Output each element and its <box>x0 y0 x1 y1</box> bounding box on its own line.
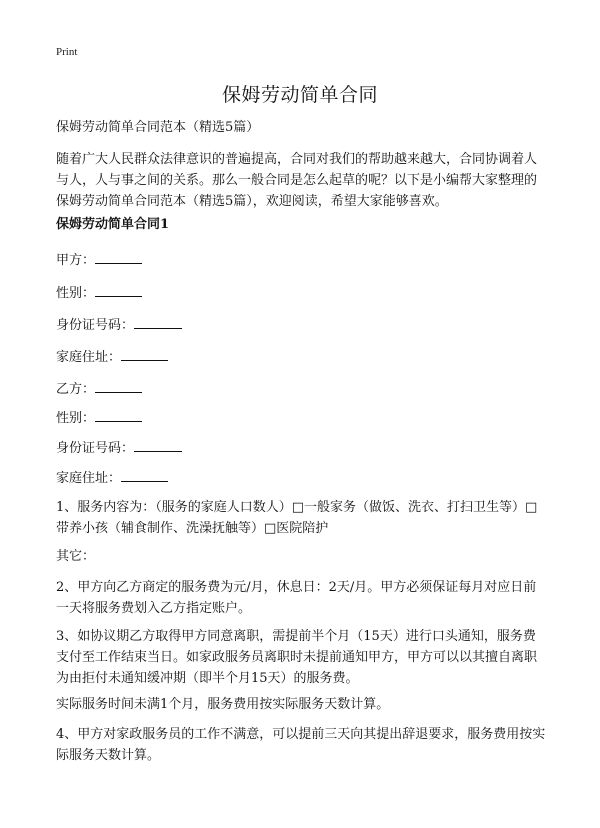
field-party-b <box>56 378 142 400</box>
document-title: 保姆劳动简单合同 <box>221 84 378 106</box>
clause-3: 3、如协议期乙方取得甲方同意离职，需提前半个月（15天）进行口头通知，服务费支付至工作结束当日。如家政服务员离职时未提前通知甲方，甲方可以以其擅自离职为由拒付未通知缓冲期（即半个月15天）的服务费。 <box>56 629 538 686</box>
clause-2: 2、甲方向乙方商定的服务费为元/月，休息日：2天/月。甲方必须保证每月对应日前一天将服务费划入乙方指定账户。 <box>56 580 537 616</box>
field-label: 性别： <box>56 411 96 426</box>
section-heading: 保姆劳动简单合同1 <box>56 217 170 232</box>
blank-line <box>95 249 142 264</box>
field-party-a <box>56 249 142 271</box>
field-label: 乙方： <box>56 382 96 397</box>
blank-line <box>95 407 142 422</box>
blank-line <box>134 437 182 452</box>
clause-4: 4、甲方对家政服务员的工作不满意，可以提前三天向其提出辞退要求，服务费用按实际服务天数计算。 <box>56 727 546 763</box>
blank-line <box>95 282 142 297</box>
field-address-b <box>56 467 168 489</box>
blank-line <box>121 346 168 361</box>
field-gender-a <box>56 282 142 304</box>
field-label: 身份证号码： <box>56 318 135 333</box>
blank-line <box>121 467 168 482</box>
field-id-a <box>56 314 182 336</box>
intro-line: 保姆劳动简单合同范本（精选5篇） <box>56 120 260 135</box>
field-label: 家庭住址： <box>56 471 122 486</box>
print-link[interactable]: Print <box>56 46 78 58</box>
clause-other: 其它： <box>56 549 96 564</box>
field-id-b <box>56 437 182 459</box>
field-label: 身份证号码： <box>56 441 135 456</box>
blank-line <box>134 314 182 329</box>
field-label: 性别： <box>56 286 96 301</box>
clause-actual-time: 实际服务时间未满1个月，服务费用按实际服务天数计算。 <box>56 697 390 712</box>
clause-1: 1、服务内容为：（服务的家庭人口数人）□一般家务（做饭、洗衣、打扫卫生等）□带养小孩（辅食制作、洗澡抚触等）□医院陪护 <box>56 500 538 536</box>
field-gender-b <box>56 407 142 429</box>
field-label: 家庭住址： <box>56 350 122 365</box>
blank-line <box>95 378 142 393</box>
field-address-a <box>56 346 168 368</box>
field-label: 甲方： <box>56 253 96 268</box>
intro-paragraph: 随着广大人民群众法律意识的普遍提高，合同对我们的帮助越来越大，合同协调着人与人，人与事之间的关系。那么一般合同是怎么起草的呢？以下是小编帮大家整理的保姆劳动简单合同范本（精选5篇），欢迎阅读，希望大家能够喜欢。 <box>56 152 538 209</box>
